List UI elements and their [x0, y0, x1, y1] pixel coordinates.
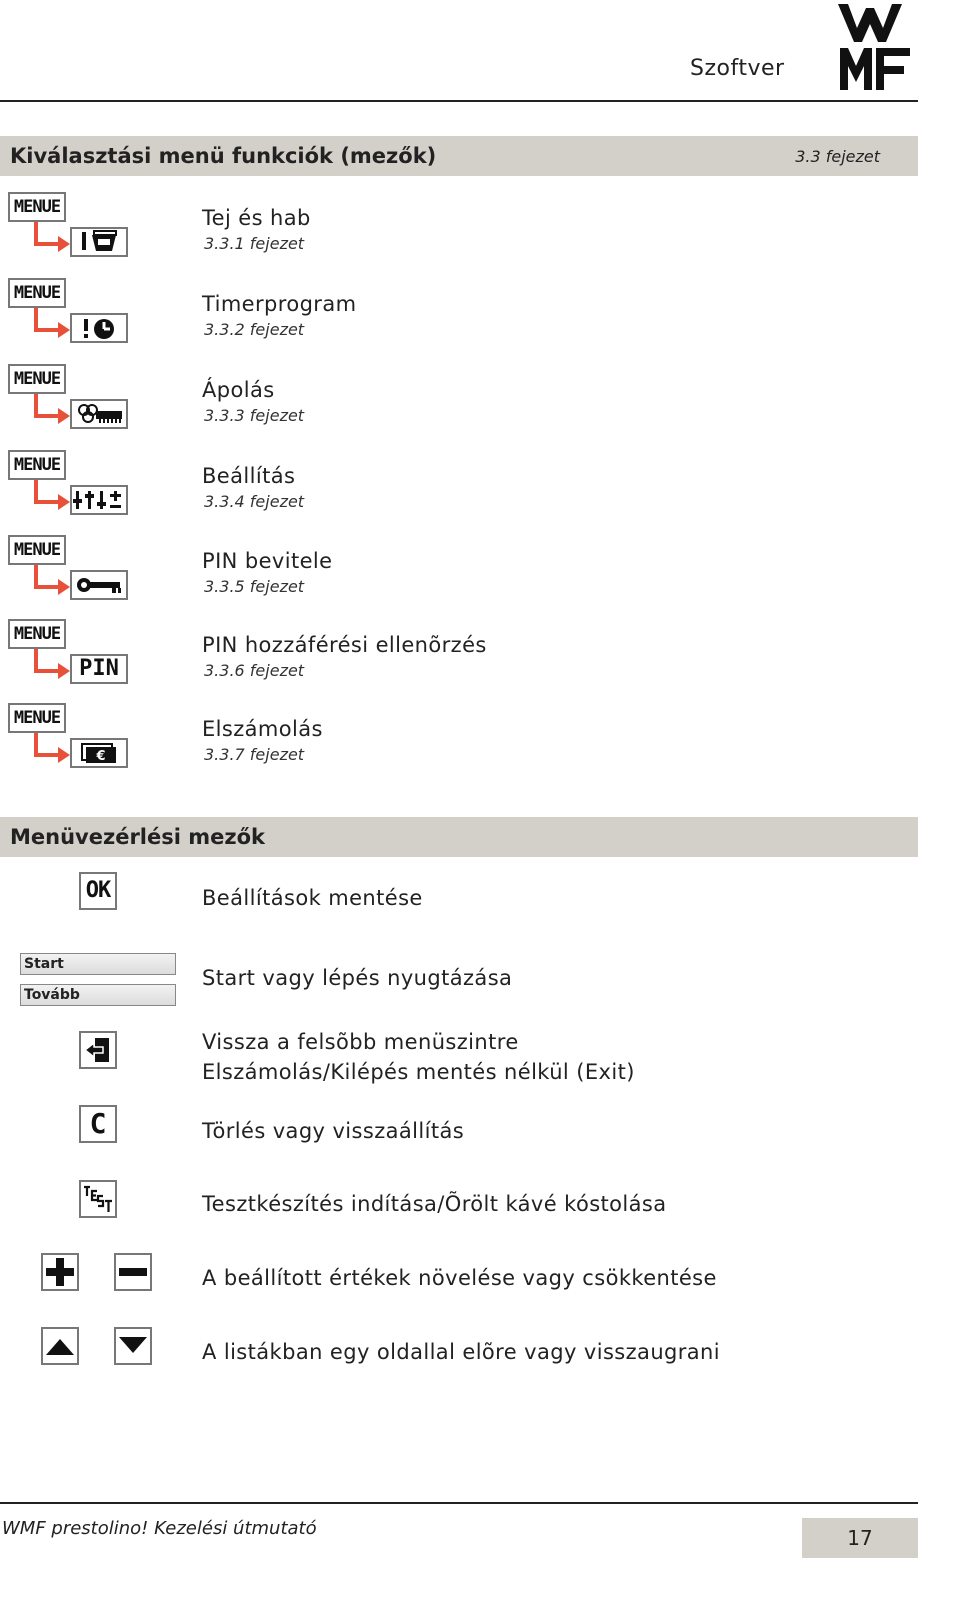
menu-item-ref: 3.3.7 fejezet: [204, 745, 305, 764]
start-description: Start vagy lépés nyugtázása: [202, 966, 513, 990]
settings-icon: [70, 485, 128, 515]
menu-item-ref: 3.3.4 fejezet: [204, 492, 305, 511]
menu-item-timer: [0, 278, 918, 362]
plus-key: [41, 1253, 79, 1291]
menu-item-ref: 3.3.6 fejezet: [204, 661, 305, 680]
arrow-icon: [32, 649, 72, 679]
plusminus-description: A beállított értékek növelése vagy csökkentése: [202, 1266, 717, 1290]
page-up-key: [41, 1327, 79, 1365]
arrow-icon: [32, 480, 72, 510]
test-description: Tesztkészítés indítása/Õrölt kávé kóstolása: [202, 1192, 667, 1216]
menu-item-ref: 3.3.1 fejezet: [204, 234, 305, 253]
exit-key: [79, 1031, 117, 1069]
menu-item-ref: 3.3.3 fejezet: [204, 406, 305, 425]
key-icon: [70, 570, 128, 600]
menu-item-milk: [0, 192, 918, 276]
menu-item-care: [0, 364, 918, 448]
arrow-icon: [32, 394, 72, 424]
menue-key: MENUE: [8, 278, 66, 308]
menu-item-ref: 3.3.2 fejezet: [204, 320, 305, 339]
milk-foam-icon: [70, 227, 128, 257]
arrow-icon: [32, 565, 72, 595]
timer-icon: [70, 313, 128, 343]
header-rule: [0, 100, 918, 102]
minus-icon: [116, 1255, 150, 1289]
next-button: Tovább: [20, 984, 176, 1006]
menu-item-label: PIN bevitele: [202, 549, 333, 573]
arrow-icon: [32, 222, 72, 252]
clear-key: [79, 1105, 117, 1143]
menue-key: MENUE: [8, 535, 66, 565]
minus-key: [114, 1253, 152, 1291]
start-button: Start: [20, 953, 176, 975]
menu-item-label: Timerprogram: [202, 292, 357, 316]
header-title: Szoftver: [690, 56, 785, 81]
section-title: Kiválasztási menü funkciók (mezők): [10, 144, 437, 168]
exit-description-1: Vissza a felsõbb menüszintre: [202, 1030, 519, 1054]
updown-description: A listákban egy oldallal elõre vagy visszaugrani: [202, 1340, 721, 1364]
footer-rule: [0, 1502, 918, 1504]
pin-icon: [70, 654, 128, 684]
svg-text:€: €: [96, 749, 106, 764]
page-down-key: [114, 1327, 152, 1365]
arrow-icon: [32, 733, 72, 763]
menu-item-settings: [0, 450, 918, 534]
care-icon: [70, 399, 128, 429]
menu-item-pin-check: [0, 619, 918, 703]
footer-text: WMF prestolino! Kezelési útmutató: [2, 1518, 317, 1539]
section-title: Menüvezérlési mezők: [10, 825, 265, 849]
menu-item-label: PIN hozzáférési ellenõrzés: [202, 633, 487, 657]
menue-key: MENUE: [8, 192, 66, 222]
exit-icon: [81, 1033, 115, 1067]
ok-key: [79, 872, 117, 910]
menu-item-label: Beállítás: [202, 464, 296, 488]
ok-key-text: OK: [85, 878, 111, 903]
menue-key: MENUE: [8, 364, 66, 394]
test-icon: [81, 1182, 115, 1216]
billing-icon: [70, 738, 128, 768]
menue-key: MENUE: [8, 619, 66, 649]
clear-description: Törlés vagy visszaállítás: [202, 1119, 465, 1143]
plus-icon: [43, 1255, 77, 1289]
section-bar-controls: [0, 817, 918, 857]
pin-key-text: PIN: [79, 656, 119, 681]
section-bar-selection: [0, 136, 918, 176]
menu-item-pin-entry: [0, 535, 918, 619]
menu-item-label: Elszámolás: [202, 717, 323, 741]
section-ref: 3.3 fejezet: [795, 147, 880, 166]
wmf-logo: [838, 4, 914, 94]
menue-key: MENUE: [8, 703, 66, 733]
exit-description-2: Elszámolás/Kilépés mentés nélkül (Exit): [202, 1060, 635, 1084]
clear-key-text: C: [89, 1107, 107, 1140]
menu-item-ref: 3.3.5 fejezet: [204, 577, 305, 596]
arrow-icon: [32, 308, 72, 338]
ok-description: Beállítások mentése: [202, 886, 423, 910]
menue-key: MENUE: [8, 450, 66, 480]
page-number: 17: [802, 1518, 918, 1558]
triangle-up-icon: [43, 1329, 77, 1363]
menu-item-label: Ápolás: [202, 378, 275, 402]
test-key: [79, 1180, 117, 1218]
menu-item-billing: [0, 703, 918, 787]
triangle-down-icon: [116, 1329, 150, 1363]
menu-item-label: Tej és hab: [202, 206, 311, 230]
